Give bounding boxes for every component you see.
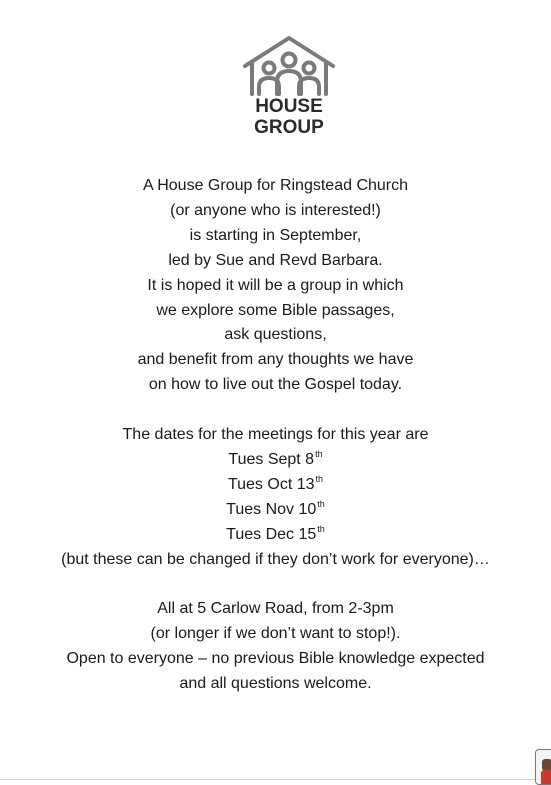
intro-line: (or anyone who is interested!) — [170, 201, 381, 219]
avatar-icon[interactable] — [535, 749, 551, 785]
date-item — [0, 473, 551, 498]
details-line: and all questions welcome. — [179, 675, 372, 693]
logo-line-house: HOUSE — [255, 96, 323, 117]
page-bottom-divider — [0, 779, 551, 780]
date-item — [0, 523, 551, 548]
intro-line: on how to live out the Gospel today. — [148, 376, 403, 394]
details-line: All at 5 Carlow Road, from 2-3pm — [157, 600, 394, 618]
date-suffix: th — [315, 448, 323, 459]
date-suffix: th — [315, 473, 324, 484]
details-line: (or longer if we don’t want to stop!). — [150, 625, 401, 643]
date-text: Tues Dec 15 — [226, 525, 317, 543]
house-group-icon — [241, 34, 337, 96]
intro-line: we explore some Bible passages, — [156, 301, 395, 319]
intro-line: It is hoped it will be a group in which — [147, 276, 404, 294]
intro-line: and benefit from any thoughts we have — [137, 351, 414, 369]
date-text: Tues Oct 13 — [227, 475, 315, 493]
details-line: Open to everyone – no previous Bible knowledge expected — [66, 650, 485, 668]
flyer-body — [0, 174, 551, 697]
dates-heading: The dates for the meetings for this year are — [122, 426, 429, 444]
date-item — [0, 448, 551, 473]
house-group-logo — [240, 34, 338, 140]
date-suffix: th — [317, 498, 325, 509]
intro-line: is starting in September, — [189, 226, 362, 244]
logo-line-group: GROUP — [254, 117, 324, 138]
intro-line: ask questions, — [224, 326, 327, 344]
spacer — [0, 572, 551, 597]
dates-note: (but these can be changed if they don’t work for everyone)… — [61, 550, 490, 568]
date-text: Tues Nov 10 — [226, 500, 317, 518]
date-suffix: th — [317, 523, 325, 534]
date-item — [0, 498, 551, 523]
spacer — [0, 398, 551, 423]
intro-line: led by Sue and Revd Barbara. — [168, 251, 383, 269]
intro-line: A House Group for Ringstead Church — [142, 177, 409, 194]
date-text: Tues Sept 8 — [228, 450, 315, 468]
